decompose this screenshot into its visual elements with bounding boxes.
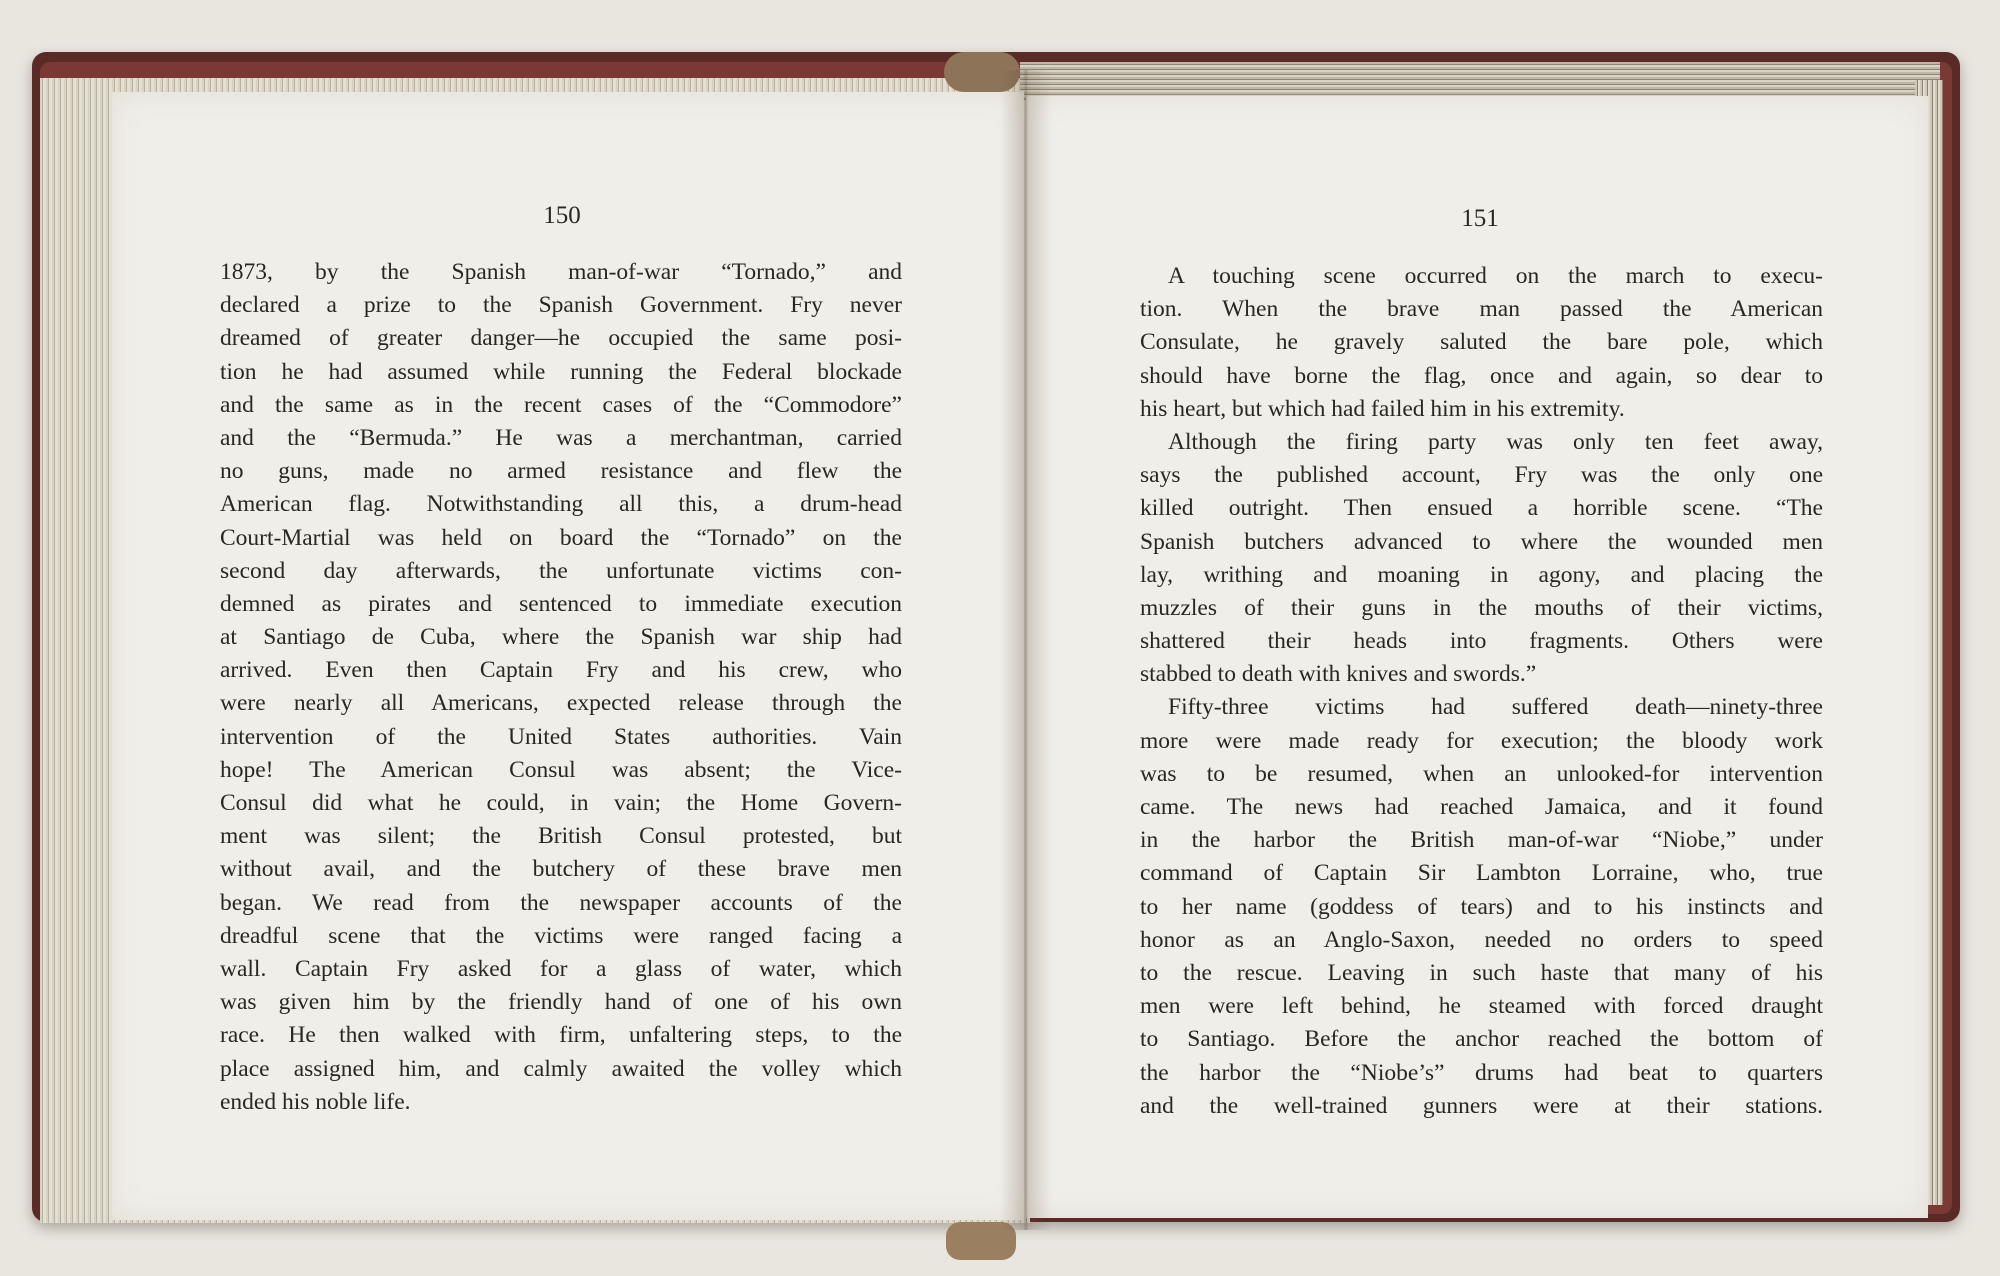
text-line: dreamed of greater danger—he occupied the same posi-: [220, 325, 902, 352]
right-page-number: 151: [1461, 205, 1499, 232]
text-line: should have borne the flag, once and again, so dear to: [1140, 362, 1823, 389]
text-line: Consulate, he gravely saluted the bare pole, which: [1140, 329, 1823, 356]
text-line: race. He then walked with firm, unfaltering steps, to the: [220, 1022, 902, 1049]
text-line: were nearly all Americans, expected release through the: [220, 690, 902, 717]
text-line: in the harbor the British man-of-war “Niobe,” under: [1140, 827, 1823, 854]
text-line: American flag. Notwithstanding all this, a drum-head: [220, 491, 902, 518]
text-line: tion he had assumed while running the Federal blockade: [220, 358, 902, 385]
text-line: muzzles of their guns in the mouths of their victims,: [1140, 594, 1823, 621]
text-line: his heart, but which had failed him in his extremity.: [1140, 395, 1625, 422]
text-line: Court-Martial was held on board the “Tornado” on the: [220, 524, 902, 551]
text-line: shattered their heads into fragments. Others were: [1140, 628, 1823, 655]
text-line: says the published account, Fry was the only one: [1140, 462, 1823, 489]
text-line: to Santiago. Before the anchor reached the bottom of: [1140, 1026, 1823, 1053]
text-line: was given him by the friendly hand of one of his own: [220, 989, 902, 1016]
text-line: Fifty-three victims had suffered death—ninety-three: [1168, 694, 1823, 721]
text-line: no guns, made no armed resistance and flew the: [220, 458, 902, 485]
text-line: more were made ready for execution; the bloody work: [1140, 727, 1823, 754]
text-line: Although the firing party was only ten feet away,: [1168, 428, 1823, 455]
text-line: intervention of the United States authorities. Vain: [220, 723, 902, 750]
text-line: and the same as in the recent cases of the “Commodore”: [220, 391, 902, 418]
text-line: 1873, by the Spanish man-of-war “Tornado,” and: [220, 259, 902, 285]
text-line: lay, writhing and moaning in agony, and placing the: [1140, 561, 1823, 588]
text-line: and the well-trained gunners were at their stations.: [1140, 1092, 1823, 1119]
left-page-text: [220, 256, 902, 1119]
text-line: command of Captain Sir Lambton Lorraine, who, true: [1140, 860, 1823, 887]
left-page-number: 150: [543, 202, 581, 229]
text-line: dreadful scene that the victims were ranged facing a: [220, 922, 902, 949]
text-line: without avail, and the butchery of these brave men: [220, 856, 902, 883]
text-line: place assigned him, and calmly awaited the volley which: [220, 1055, 902, 1082]
text-line: to her name (goddess of tears) and to his instincts and: [1140, 893, 1823, 920]
text-line: ment was silent; the British Consul protested, but: [220, 823, 902, 850]
text-line: began. We read from the newspaper accounts of the: [220, 889, 902, 916]
text-line: Spanish butchers advanced to where the wounded men: [1140, 528, 1823, 555]
text-line: demned as pirates and sentenced to immediate execution: [220, 590, 902, 617]
book-gutter: [1000, 70, 1052, 1230]
text-line: A touching scene occurred on the march to execu-: [1168, 263, 1823, 289]
text-line: to the rescue. Leaving in such haste that many of his: [1140, 959, 1823, 986]
text-line: killed outright. Then ensued a horrible scene. “The: [1140, 495, 1823, 522]
text-line: declared a prize to the Spanish Government. Fry never: [220, 292, 902, 319]
text-line: came. The news had reached Jamaica, and it found: [1140, 794, 1823, 820]
text-line: men were left behind, he steamed with forced draught: [1140, 993, 1823, 1020]
text-line: ended his noble life.: [220, 1088, 411, 1115]
text-line: and the “Bermuda.” He was a merchantman, carried: [220, 424, 902, 451]
text-line: Consul did what he could, in vain; the Home Govern-: [220, 790, 902, 816]
text-line: at Santiago de Cuba, where the Spanish war ship had: [220, 624, 902, 651]
text-line: second day afterwards, the unfortunate victims con-: [220, 557, 902, 584]
text-line: hope! The American Consul was absent; the Vice-: [220, 756, 902, 783]
text-line: wall. Captain Fry asked for a glass of water, which: [220, 955, 902, 982]
text-line: stabbed to death with knives and swords.”: [1140, 661, 1537, 688]
text-line: was to be resumed, when an unlooked-for intervention: [1140, 760, 1823, 787]
text-line: arrived. Even then Captain Fry and his crew, who: [220, 657, 902, 684]
text-line: honor as an Anglo-Saxon, needed no orders to speed: [1140, 926, 1823, 953]
right-page-text: [1140, 260, 1823, 1123]
text-line: tion. When the brave man passed the American: [1140, 296, 1823, 323]
text-line: the harbor the “Niobe’s” drums had beat to quarters: [1140, 1059, 1823, 1086]
